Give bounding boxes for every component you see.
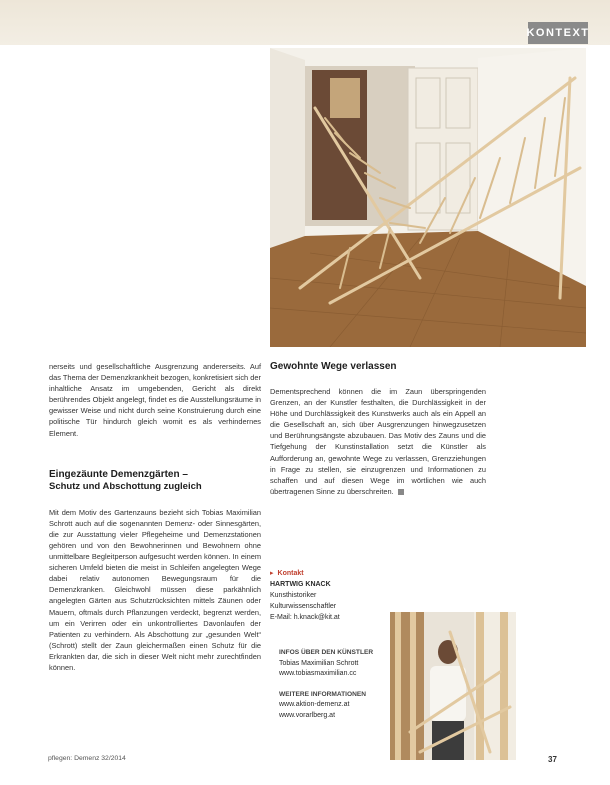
article-column-left	[49, 361, 261, 673]
info-link-2[interactable]: www.vorarlberg.at	[279, 711, 336, 719]
info-heading-artist: INFOS ÜBER DEN KÜNSTLER	[279, 649, 374, 656]
section-subheading: Schutz und Abschottung zugleich	[49, 480, 202, 492]
section-heading: Eingezäunte Demenzgärten –	[49, 468, 188, 480]
contact-org: Kulturwissenschaftler	[270, 603, 337, 610]
installation-photo	[270, 48, 586, 347]
header-band	[0, 0, 610, 45]
contact-role: Kunsthistoriker	[270, 592, 317, 599]
info-block	[279, 648, 387, 721]
section-tab: KONTEXT	[528, 22, 588, 44]
triangle-bullet-icon: ▸	[270, 570, 274, 577]
body-paragraph	[270, 386, 486, 497]
contact-label: Kontakt	[277, 570, 304, 577]
info-heading-more: WEITERE INFORMATIONEN	[279, 690, 367, 698]
article-column-right	[270, 361, 486, 497]
end-of-article-icon	[398, 489, 404, 495]
body-paragraph: Mit dem Motiv des Gartenzauns bezieht sich Tobias Maximilian Schrott auch auf die sogenannten Demenz- oder Sinnesgärten, die zur Ausstattung vieler Pflegeheime und Demenzstationen gehören und von den Bewohnerinnen und Bewohnern ohne unmittelbare Begleitperson aufgesucht werden können. In einem sicheren Umfeld bieten die meist in Schleifen angelegten Wege dabei relativ autonomen Bewegungsraum für die Demenzkranken. Gleichwohl müssen diese parkähnlich angelegten Gärten aus Schutzrücksichten mittels Zäunen oder Mauern, oftmals durch Pflanzungen verdeckt, begrenzt werden, um ein Verirren oder ein unkontrolliertes Davonlaufen der Patienten zu verhindern. Als Abschottung zur „gesunden Welt“ (Schrott) stellt der Zaun gleichermaßen einen Schutz für die Erkrankten dar, die sich in dieser Welt nicht mehr zurechtfinden können.	[49, 507, 261, 672]
artist-link[interactable]: www.tobiasmaximilian.cc	[279, 670, 357, 677]
page-number: 37	[548, 755, 557, 764]
body-paragraph: nerseits und gesellschaftliche Ausgrenzung andererseits. Auf das Thema der Demenzkrankheit bezogen, konkretisiert sich der inhaltliche Ansatz im umgebenden, Gericht als direkt berührendes Objekt angelegt, findet es die Ausstellungsräume in gewisser Weise und nicht durch seine Konstruierung durch eine politische Tür hindurch gleich womit es als verhindernes Element.	[49, 362, 261, 438]
artist-photo	[390, 612, 516, 760]
section-heading: Gewohnte Wege verlassen	[270, 361, 397, 372]
artist-name: Tobias Maximilian Schrott	[279, 659, 359, 667]
contact-email[interactable]: E-Mail: h.knack@kit.at	[270, 614, 340, 621]
footer-magazine: pflegen: Demenz 32/2014	[48, 755, 126, 762]
contact-name: HARTWIG KNACK	[270, 581, 331, 588]
info-link-1[interactable]: www.aktion-demenz.at	[279, 701, 350, 708]
body-text: Dementsprechend können die im Zaun überspringenden Grenzen, an der Kunstler festhalten, die Durchlässigkeit in der Höhe und Durchlässigkeit des Kunstwerks auch als ein Appell an die Gesellschaft an, sich über Ausgrenzungen hinwegzusetzen und Berührungsängste abzubauen. Das Motiv des Zauns und die Tiefgehung der Kunstinstallation setzt die Künstler als Aufforderung an, gewohnte Wege zu verlassen, Grenzziehungen in Frage zu stellen, sie einzugrenzen und Informationen zu schaffen und auf diesen Wege im wörtlichen wie auch übertragenen Sinne zu überschreiten.	[270, 387, 486, 496]
